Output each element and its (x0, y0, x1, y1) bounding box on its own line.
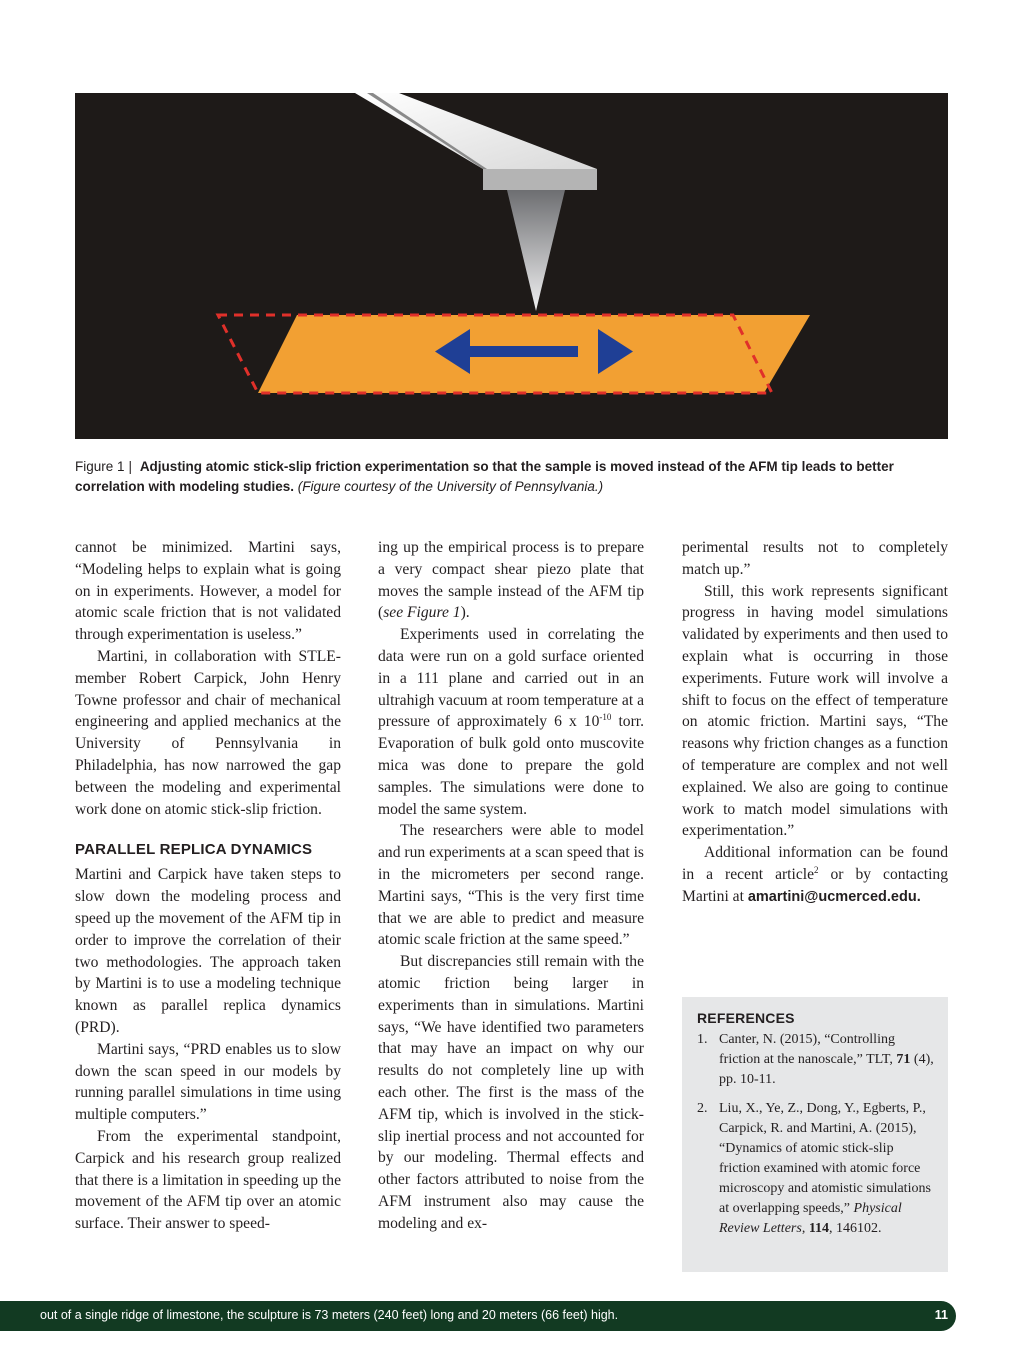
text-run: Liu, X., Ye, Z., Dong, Y., Egberts, P., Carpick, R. and Martini, A. (2015), “Dynamics of atomic stick-slip friction examined with atomic force microscopy and atomistic simulations at overlapping speeds,” (719, 1101, 931, 1216)
paragraph: Martini says, “PRD enables us to slow down the scan speed in our models by running parallel simulations in time using multiple computers.” (75, 1040, 341, 1124)
text-run: ). (460, 604, 470, 622)
references-box (682, 997, 948, 1272)
references-list (697, 1030, 934, 1239)
text-run: Canter, N. (2015), “Controlling friction at the nanoscale,” TLT, (719, 1032, 897, 1067)
footer-fact: out of a single ridge of limestone, the sculpture is 73 meters (240 feet) long and 20 meters (66 feet) high. (40, 1308, 619, 1322)
page-number: 11 (934, 1308, 948, 1322)
paragraph: cannot be minimized. Martini says, “Modeling helps to explain what is going on in experiments. However, a model for atomic scale friction that is not validated through experimentation is useless.” (75, 539, 341, 644)
journal-name: Physical Review Letters (719, 1201, 902, 1236)
text-run: , 146102. (829, 1221, 882, 1236)
caption-separator: | (128, 459, 133, 474)
exponent: -10 (599, 712, 612, 723)
footnote-marker: 2 (814, 864, 819, 875)
paragraph: Martini, in collaboration with STLE-member Robert Carpick, John Henry Towne professor and chair of mechanical engineering and applied mechanics at the University of Pennsylvania in Philadelphia, has now narrowed the gap between the modeling and experimental work done on atomic stick-slip friction. (75, 647, 341, 818)
paragraph: From the experimental standpoint, Carpick and his research group realized that there is a limitation in speeding up the movement of the AFM tip over an atomic surface. Their answer to speed- (75, 1127, 341, 1233)
paragraph: Still, this work represents significant progress in having model simulations validated by experiments and then used to explain what is occurring in those experiments. Future work will involve a shift to focus on the effect of temperature on atomic friction. Martini says, “The reasons why friction changes as a function of temperature are complex and not well explained. We also are going to continue work to match model simulations with experimentation.” (682, 582, 948, 840)
text-run: Additional information can be found in a recent article (682, 844, 948, 883)
paragraph: Martini and Carpick have taken steps to slow down the modeling process and speed up the movement of the AFM tip in order to improve the correlation of their two methodologies. The approach taken by Martini is to use a modeling technique known as parallel replica dynamics (PRD). (75, 866, 341, 1036)
text-run: or by contacting Martini at (682, 865, 948, 905)
column-2 (378, 537, 644, 1235)
paragraph (378, 624, 644, 820)
paragraph: But discrepancies still remain with the atomic friction being larger in experiments than in simulations. Martini says, “We have identified two parameters that may have an impact on why our results do not completely line up with each other. The first is the mass of the AFM tip, which is involved in the stick-slip inertial process and not accounted for by our modeling. Thermal effects and other factors attributed to noise from the AFM instrument also may cause the modeling and ex- (378, 953, 644, 1232)
volume: 114 (808, 1221, 830, 1236)
volume: 71 (896, 1052, 911, 1067)
email-link[interactable]: amartini@ucmerced.edu. (747, 888, 921, 905)
text-run: torr. Evaporation of bulk gold onto muscovite mica was done to prepare the gold samples. The simulations were done to model the same system. (378, 713, 644, 818)
paragraph (682, 842, 948, 908)
figure-credit: (Figure courtesy of the University of Pennsylvania.) (297, 479, 604, 494)
column-1 (75, 537, 341, 1235)
reference-item (697, 1030, 934, 1090)
reference-item (697, 1099, 934, 1239)
figure-reference: see Figure 1 (383, 604, 461, 622)
paragraph (378, 537, 644, 624)
caption-text: Adjusting atomic stick-slip friction experimentation so that the sample is moved instead of the AFM tip leads to better correlation with modeling studies. (75, 459, 894, 494)
column-3 (682, 537, 948, 909)
paragraph: perimental results not to completely match up.” (682, 539, 948, 578)
cantilever-side (483, 169, 597, 190)
footer-bar (0, 1301, 956, 1331)
figure-label: Figure 1 (75, 459, 125, 474)
paragraph: The researchers were able to model and run experiments at a scan speed that is in the micrometers per second range. Martini says, “This is the very first time that we are able to predict and measure atomic scale friction at the same speed.” (378, 822, 644, 949)
text-run: , (801, 1221, 809, 1236)
text-run: (4), pp. 10-11. (719, 1052, 934, 1087)
reference-number: 2. (697, 1101, 708, 1116)
figure-caption (75, 457, 948, 497)
reference-number: 1. (697, 1032, 708, 1047)
text-run: Experiments used in correlating the data were run on a gold surface oriented in a 111 plane and carried out in an ultrahigh vacuum at room temperature at a pressure of approximately 6 x 10 (378, 626, 644, 731)
references-heading: REFERENCES (697, 1010, 795, 1026)
text-run: ing up the empirical process is to prepare a very compact shear piezo plate that moves the sample instead of the AFM tip ( (378, 539, 644, 622)
afm-figure (75, 93, 948, 439)
section-heading: PARALLEL REPLICA DYNAMICS (75, 841, 313, 859)
